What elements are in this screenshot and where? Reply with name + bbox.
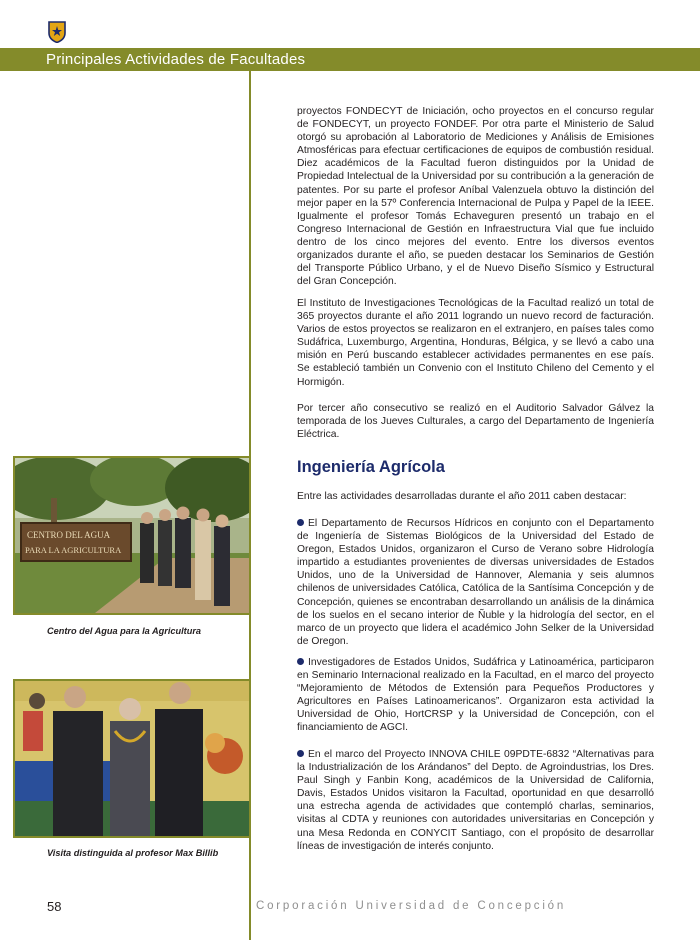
bullet-icon bbox=[297, 750, 304, 757]
page-number: 58 bbox=[47, 899, 62, 914]
section-heading: Ingeniería Agrícola bbox=[297, 458, 445, 476]
bullet-text: En el marco del Proyecto INNOVA CHILE 09PDTE-6832 “Alternativas para la Industrialización de los Arándanos” del Depto. de Agroindustrias, los Dres. Paul Singh y Fanbin Kong, académicos de la Universidad de California, Davis, Estados Unidos visitaron la Facultad, oportunidad en que desarrolló una estrecha agenda de actividades que contempló charlas, seminarios, visitas al CDTA y reuniones con autoridades universitarias en Concepción y una Mesa Redonda en CONYCIT Santiago, con el propósito de desarrollar líneas de investigación de interés conjunto. bbox=[297, 749, 654, 852]
photo-image bbox=[15, 681, 249, 836]
bullet-text: Investigadores de Estados Unidos, Sudáfrica y Latinoamérica, participaron en Seminario Internacional realizado en la Facultad, en el marco del proyecto “Mejoramiento de Métodos de Extensión para Pequeños Productores y Agricultores en Países Latinoamericanos”. Organizaron esta actividad la Universidad de Ohio, HortCRSP y la Universidad de Concepción, con el financiamiento de AGCI. bbox=[297, 657, 654, 734]
bullet-icon bbox=[297, 519, 304, 526]
sign-line-1: CENTRO DEL AGUA bbox=[27, 530, 111, 540]
bullet-item bbox=[297, 517, 654, 648]
photo-centro-del-agua bbox=[13, 456, 251, 615]
intro-text bbox=[297, 297, 654, 389]
photo-image bbox=[15, 458, 249, 613]
paragraph: Por tercer año consecutivo se realizó en el Auditorio Salvador Gálvez la temporada de los Jueves Culturales, a cargo del Departamento de Ingeniería Eléctrica. bbox=[297, 403, 654, 441]
bullet-text: El Departamento de Recursos Hídricos en conjunto con el Departamento de Ingeniería de Sistemas Biológicos de la Universidad del Estado de Oregon, Estados Unidos, organizaron el Curso de Verano sobre Hidrología impartido a estudiantes provenientes de diversas universidades de Estados Unidos, uno de la Universidad de Hannover, Alemania y seis alumnos chilenos de universidades Católica, Católica de la Santísima Concepción y de Concepción, quienes se encontraban desarrollando un análisis de la dinámica de los suelos en el secano interior de Ñuble y la hidrología del sector, en el marco de un proyecto que lidera el académico John Selker de la Universidad de Oregon. bbox=[297, 518, 654, 647]
footer-organization: Corporación Universidad de Concepción bbox=[256, 900, 567, 912]
paragraph: El Instituto de Investigaciones Tecnológicas de la Facultad realizó un total de 365 proyectos durante el año 2011 logrando un nuevo record de facturación. Varios de estos proyectos se realizaron en el extranjero, en países tales como Sudáfrica, Luxemburgo, Argentina, Honduras, Bélgica, y se llevó a cabo una misión en Perú buscando establecer actividades permanentes en ese país. Se estableció también un Convenio con el Instituto Chileno del Cemento y el Hormigón. bbox=[297, 298, 654, 388]
photo-caption: Centro del Agua para la Agricultura bbox=[47, 626, 202, 636]
bullet-item bbox=[297, 656, 654, 735]
photo-caption: Visita distinguida al profesor Max Billib bbox=[47, 848, 219, 858]
photo-visita-max-billib bbox=[13, 679, 251, 838]
header-bar bbox=[0, 48, 700, 71]
section-intro: Entre las actividades desarrolladas durante el año 2011 caben destacar: bbox=[297, 491, 627, 502]
section-title: Principales Actividades de Facultades bbox=[46, 51, 306, 68]
bullet-icon bbox=[297, 658, 304, 665]
sign-line-2: PARA LA AGRICULTURA bbox=[25, 545, 122, 555]
bullet-item bbox=[297, 748, 654, 853]
paragraph: proyectos FONDECYT de Iniciación, ocho proyectos en el concurso regular de FONDECYT, un proyecto FONDEF. Por otra parte el Ministerio de Salud otorgó su aprobación al Laboratorio de Mediciones y Análisis de Emisiones Atmosféricas para efectuar certificaciones de equipos de combustión residual. Diez académicos de la Facultad fueron distinguidos por la Unidad de Propiedad Intelectual de la Universidad por su contribución a la generación de patentes. Por su parte el profesor Aníbal Valenzuela obtuvo la distinción del mejor paper en la 57º Conferencia Internacional de Pulpa y Papel de la IEEE. Igualmente el profesor Tomás Echaveguren presentó un trabajo en el Congreso Internacional de Gestión en Infraestructura Vial que fue incluido dentro de los cinco mejores del evento. Entre los diversos eventos organizados durante el año, se pueden destacar los Seminarios de Gestión del Transporte Público Urbano, y el de Nuevo Diseño Sísmico y Estructural del Gran Concepción. bbox=[297, 106, 654, 288]
intro-text bbox=[297, 105, 654, 288]
intro-text bbox=[297, 402, 654, 441]
university-shield-icon bbox=[48, 21, 66, 43]
